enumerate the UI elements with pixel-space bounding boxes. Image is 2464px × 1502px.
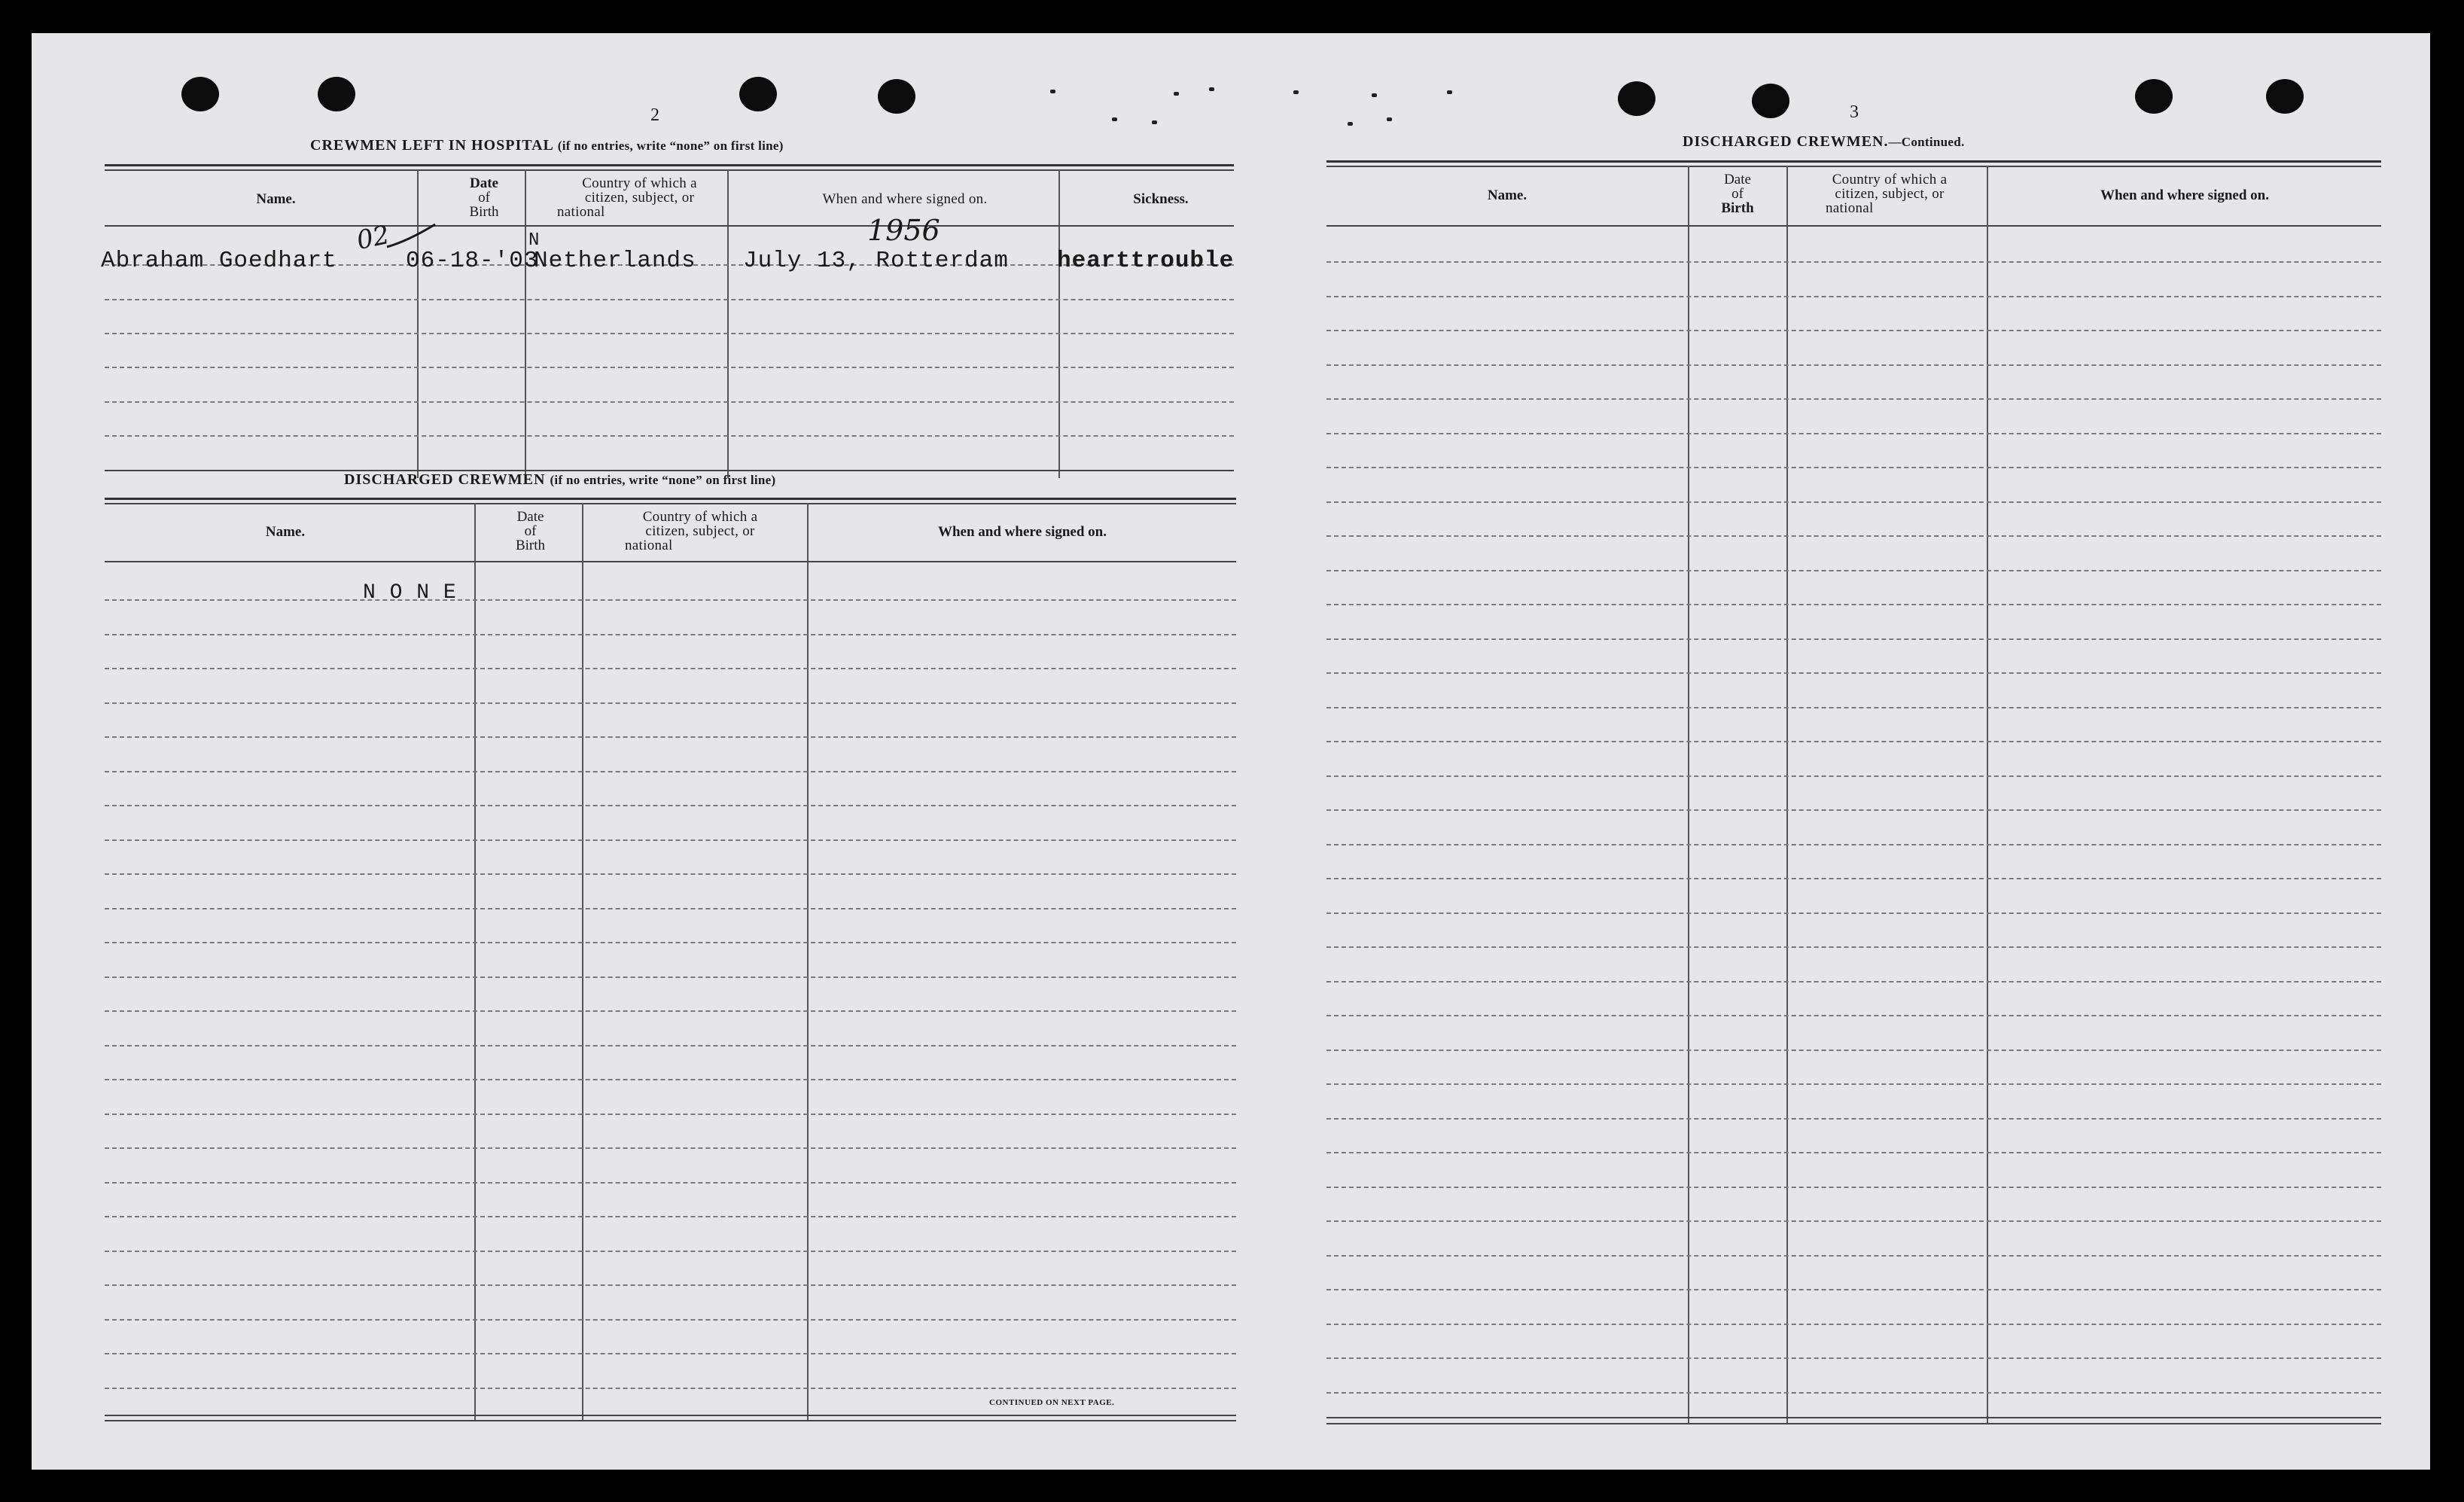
header-country-line: national [625,538,673,553]
ink-speck [1152,120,1157,124]
form-row-line [105,908,1236,909]
hospital-row-line [105,435,1234,437]
form-row-line [1326,1220,2381,1222]
discharged-header-name: Name. [265,524,306,540]
right-bottom-rule [1326,1417,2381,1418]
form-row-line [1326,1015,2381,1016]
right-title-suffix: —Continued. [1888,135,1965,149]
header-country-line: Country of which a [642,509,758,525]
hospital-entry-country: Netherlands [534,248,696,274]
ink-speck [1209,87,1214,91]
hospital-entry-country-mark: N [528,230,541,251]
discharged-header-dob [476,510,585,553]
right-title-text: DISCHARGED CREWMEN. [1683,133,1889,150]
form-row-line [1326,1083,2381,1085]
discharged-col-divider [474,503,476,1420]
form-row-line [105,976,1236,978]
discharged-top-rule-2 [105,503,1236,504]
discharged-bottom-rule [105,1415,1236,1416]
ink-speck [1050,90,1055,93]
form-row-line [105,1319,1236,1321]
ink-speck [1293,90,1299,94]
right-header-signed: When and where signed on. [2100,187,2269,203]
punch-hole-icon [2266,79,2304,114]
hospital-header-country [528,176,751,219]
form-row-line [1326,535,2381,537]
form-row-line [105,1284,1236,1286]
discharged-header-bottom-rule [105,561,1236,562]
form-row-line [1326,1289,2381,1290]
form-row-line [1326,570,2381,571]
hospital-entry-year: 1956 [867,214,940,247]
ink-speck [1174,92,1179,96]
right-header-name: Name. [1487,187,1527,203]
right-header-bottom-rule [1326,225,2381,227]
discharged-title-text: DISCHARGED CREWMEN [344,471,546,488]
hospital-row-line [105,367,1234,368]
form-row-line [105,1251,1236,1252]
discharged-top-rule [105,498,1236,500]
form-row-line [1326,878,2381,879]
form-row-line [105,805,1236,806]
form-row-line [105,1353,1236,1354]
header-dob-line: of [478,190,490,206]
header-dob-line: Birth [1721,200,1754,216]
header-dob-line: Date [516,509,544,525]
form-row-line [1326,809,2381,811]
form-row-line [105,702,1236,704]
form-row-line [1326,1324,2381,1325]
right-top-rule [1326,160,2381,163]
form-row-line [105,634,1236,635]
discharged-header-country [587,510,813,553]
form-row-line [1326,775,2381,777]
form-row-line [105,873,1236,875]
form-row-line [1326,604,2381,605]
hospital-header-signed: When and where signed on. [822,191,988,207]
continued-footer: CONTINUED ON NEXT PAGE. [989,1398,1115,1407]
ink-speck [1372,93,1377,97]
right-top-rule-2 [1326,166,2381,167]
hospital-entry-dob: 06-18-'03 [406,248,539,274]
hospital-entry-handmark: 02 [354,219,392,257]
header-country-line: citizen, subject, or [584,190,695,206]
hospital-row-line [105,401,1234,403]
header-country-line: Country of which a [1832,172,1948,187]
page-number-right: 3 [1850,102,1859,122]
hospital-top-rule [105,164,1234,166]
form-row-line [1326,741,2381,742]
hospital-col-divider [525,169,526,478]
header-country-line: national [1826,200,1874,216]
hospital-header-name: Name. [256,191,296,207]
punch-hole-icon [1618,81,1655,116]
punch-hole-icon [739,77,777,111]
form-row-line [105,1045,1236,1047]
form-row-line [105,942,1236,943]
punch-hole-icon [1752,84,1789,118]
hospital-col-divider [727,169,729,478]
punch-hole-icon [181,77,219,111]
form-row-line [1326,467,2381,468]
form-row-line [1326,330,2381,331]
header-dob-line: of [1732,186,1744,202]
hospital-title-text: CREWMEN LEFT IN HOSPITAL [310,137,553,154]
form-sheet [32,33,2430,1470]
form-row-line [1326,672,2381,674]
form-row-line [1326,844,2381,845]
hospital-section-title [310,137,784,154]
right-bottom-rule-2 [1326,1423,2381,1424]
right-col-divider [1688,166,1689,1424]
hospital-col-divider [1058,169,1060,478]
form-row-line [1326,1152,2381,1153]
form-row-line [105,839,1236,841]
header-dob-line: Birth [469,204,499,220]
discharged-header-signed: When and where signed on. [937,524,1107,540]
form-row-line [1326,364,2381,366]
punch-hole-icon [878,79,915,114]
right-col-divider [1987,166,1988,1424]
check-mark-icon [385,221,438,251]
form-row-line [1326,1392,2381,1394]
ink-speck [1387,117,1392,121]
hospital-row-line [105,299,1234,300]
form-row-line [105,736,1236,738]
hospital-col-divider [417,169,419,478]
form-row-line [1326,1050,2381,1051]
ink-speck [1112,117,1117,121]
header-country-line: national [557,204,605,220]
form-row-line [1326,946,2381,948]
form-row-line [105,668,1236,669]
form-row-line [105,1147,1236,1149]
hospital-entry-signed: July 13, Rotterdam [743,248,1009,274]
discharged-col-divider [807,503,809,1420]
header-dob-line: Birth [515,538,546,553]
discharged-instruction: (if no entries, write “none” on first line) [550,473,776,487]
hospital-entry-name: Abraham Goedhart [101,248,337,274]
header-dob-line: Date [1724,172,1751,187]
ink-speck [1447,90,1452,94]
hospital-header-bottom-rule [105,225,1234,227]
form-row-line [105,1182,1236,1184]
form-row-line [1326,1187,2381,1188]
form-row-line [105,1079,1236,1080]
form-row-line [105,1216,1236,1217]
form-row-line [1326,981,2381,983]
form-row-line [1326,638,2381,640]
form-row-line [1326,296,2381,297]
form-row-line [1326,707,2381,708]
header-dob-line: of [524,523,537,539]
discharged-col-divider [582,503,583,1420]
header-country-line: citizen, subject, or [645,523,755,539]
discharged-none-entry: N O N E [363,581,457,605]
right-col-divider [1786,166,1788,1424]
hospital-instruction: (if no entries, write “none” on first line) [557,139,784,153]
header-dob-line: Date [470,175,498,191]
form-row-line [1326,501,2381,503]
form-row-line [105,599,1236,601]
header-country-line: Country of which a [582,175,697,191]
hospital-entry-sickness: hearttrouble [1057,248,1235,274]
form-row-line [1326,1255,2381,1257]
form-row-line [105,771,1236,772]
punch-hole-icon [318,77,355,111]
form-row-line [105,1388,1236,1389]
discharged-bottom-rule-2 [105,1420,1236,1421]
page-number-left: 2 [650,105,659,125]
right-header-country [1792,172,1987,215]
hospital-row-line [105,333,1234,334]
punch-hole-icon [2135,79,2173,114]
form-row-line [1326,433,2381,434]
form-row-line [1326,398,2381,400]
hospital-header-sickness: Sickness. [1133,191,1189,207]
form-row-line [105,1114,1236,1115]
discharged-section-title [344,471,775,489]
form-row-line [1326,261,2381,263]
hospital-top-rule-2 [105,169,1234,171]
right-section-title [1683,133,1965,151]
ink-speck [1348,122,1353,126]
header-country-line: citizen, subject, or [1835,186,1945,202]
form-row-line [1326,912,2381,914]
right-header-dob [1688,172,1787,215]
form-row-line [1326,1357,2381,1359]
form-row-line [105,1010,1236,1012]
form-row-line [1326,1118,2381,1120]
